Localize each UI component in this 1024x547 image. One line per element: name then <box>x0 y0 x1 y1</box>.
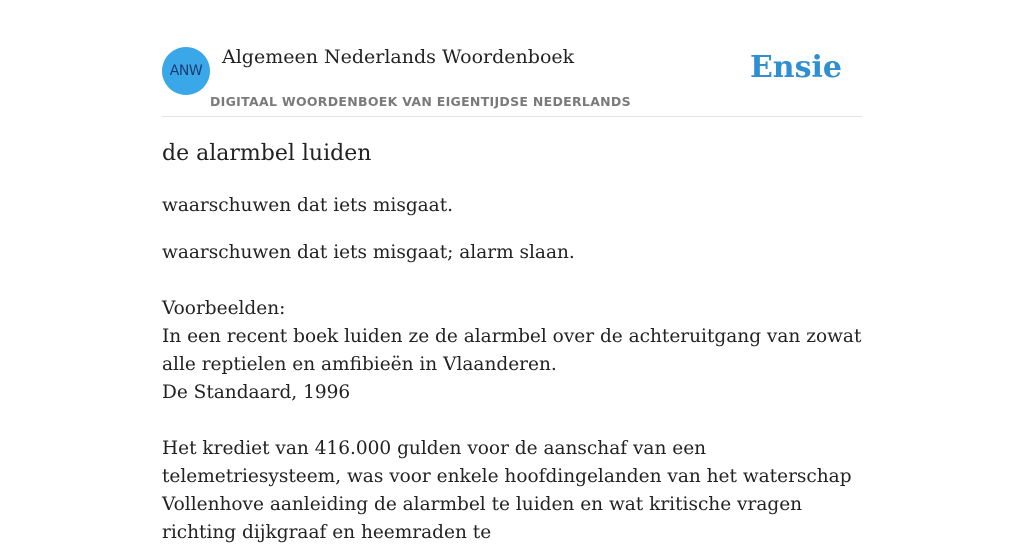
logo-text: ANW <box>169 63 203 79</box>
example-text: Het krediet van 416.000 gulden voor de aanschaf van een telemetriesysteem, was voor enkele hoofdingelanden van het waterschap Vollenhove aanleiding de alarmbel te luiden en wat kritische vragen richting dijkgraaf en heemraden te <box>162 438 852 543</box>
ensie-brand-link[interactable]: Ensie <box>749 50 842 85</box>
site-subtitle: DIGITAAL WOORDENBOEK VAN EIGENTIJDSE NEDERLANDS <box>210 94 631 109</box>
long-definition-block <box>162 239 862 547</box>
entry-content <box>162 138 862 547</box>
long-definition: waarschuwen dat iets misgaat; alarm slaan. <box>162 242 575 263</box>
example-text: In een recent boek luiden ze de alarmbel over de achteruitgang van zowat alle reptielen en amfibieën in Vlaanderen. <box>162 326 862 375</box>
site-header <box>162 40 862 117</box>
site-title[interactable]: Algemeen Nederlands Woordenboek <box>222 46 575 68</box>
short-definition: waarschuwen dat iets misgaat. <box>162 195 454 216</box>
examples-heading: Voorbeelden: <box>162 298 286 319</box>
anw-logo[interactable] <box>162 47 210 95</box>
example-source: De Standaard, 1996 <box>162 382 351 403</box>
entry-title: de alarmbel luiden <box>162 141 372 166</box>
